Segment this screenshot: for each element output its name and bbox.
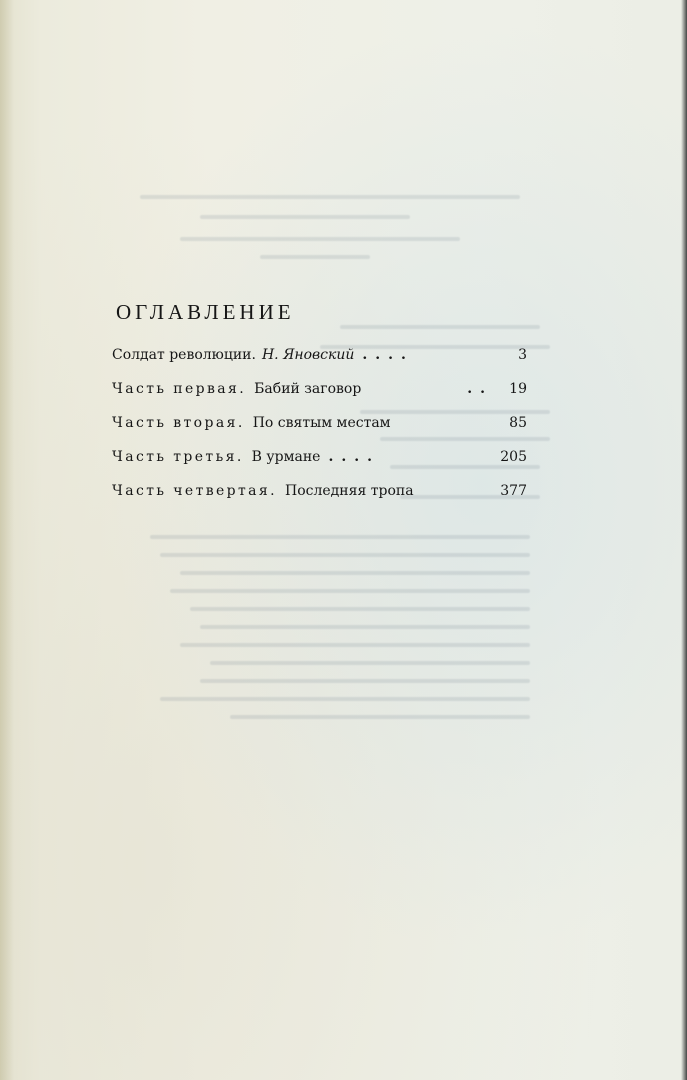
toc-entry xyxy=(112,415,527,449)
toc-entry-author: Н. Яновский xyxy=(261,347,355,363)
toc-page-number: 19 xyxy=(509,381,527,397)
toc-leader-dots: .. xyxy=(467,381,493,397)
toc-entry xyxy=(112,483,527,517)
toc-entry-part: Часть третья. xyxy=(112,449,244,465)
toc-leader-dots: .... xyxy=(362,347,414,363)
toc-page-number: 3 xyxy=(518,347,527,363)
toc-entry-part: Часть вторая. xyxy=(112,415,245,431)
toc-entry-subtitle: По святым местам xyxy=(252,415,391,431)
toc-page-number: 377 xyxy=(500,483,527,499)
toc-entry-title: Солдат революции. xyxy=(112,347,256,363)
toc-entry-part: Часть первая. xyxy=(112,381,247,397)
toc-entry-subtitle: Последняя тропа xyxy=(285,483,414,499)
toc-entry-subtitle: В урмане xyxy=(251,449,321,465)
page-shadow-left xyxy=(0,0,14,1080)
toc-entry xyxy=(112,449,527,483)
toc-entry xyxy=(112,381,527,415)
toc-entry xyxy=(112,347,527,381)
toc-entry-part: Часть четвертая. xyxy=(112,483,278,499)
table-of-contents xyxy=(112,300,527,517)
toc-entry-subtitle: Бабий заговор xyxy=(254,381,362,397)
toc-page-number: 205 xyxy=(500,449,527,465)
page-shadow-right xyxy=(681,0,687,1080)
toc-title: ОГЛАВЛЕНИЕ xyxy=(116,300,295,324)
toc-page-number: 85 xyxy=(509,415,527,431)
toc-leader-dots: .... xyxy=(328,449,380,465)
